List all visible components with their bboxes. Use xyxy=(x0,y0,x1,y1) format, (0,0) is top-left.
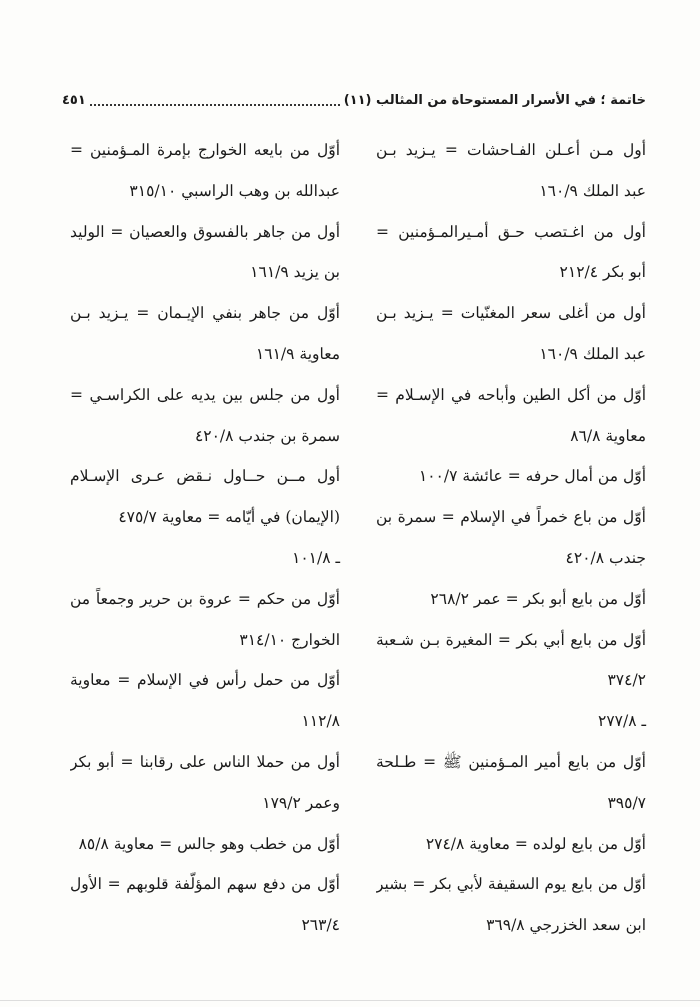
index-entry-line: أوّل من بايع أمير المـؤمنين ﷺ = طـلحة xyxy=(376,752,646,771)
index-entry-line: أبو بكر ٢١٢/٤ xyxy=(559,263,646,282)
index-entry-line: أول من جلس بين يديه على الكراسـي = xyxy=(70,385,340,404)
index-entry-line: أول من جاهر بالفسوق والعصيان = الوليد xyxy=(70,222,340,241)
index-entry-line: ابن سعد الخزرجي ٣٦٩/٨ xyxy=(486,916,646,935)
index-entry-line: بن يزيد ١٦١/٩ xyxy=(250,263,340,282)
index-entry-line: أول مــن حــاول نـقض عـرى الإسـلام xyxy=(70,467,340,486)
index-entry-line: سمرة بن جندب ٤٢٠/٨ xyxy=(194,426,340,445)
index-entry-line: أوّل من أكل الطين وأباحه في الإسـلام = xyxy=(376,385,646,404)
index-entry-line: معاوية ٨٦/٨ xyxy=(570,426,646,445)
index-entry-line: أوّل من باع خمراً في الإسلام = سمرة بن xyxy=(376,508,646,527)
index-entry-line: جندب ٤٢٠/٨ xyxy=(565,548,646,567)
running-header xyxy=(62,88,646,112)
index-entry-line: أوّل من بايع أبي بكر = المغيرة بـن شـعبة xyxy=(376,630,646,649)
index-entry-line: ٣٧٤/٢ xyxy=(607,671,646,690)
index-entry-line: عبدالله بن وهب الراسبي ٣١٥/١٠ xyxy=(129,181,340,200)
index-entry-line: أول من حملا الناس على رقابنا = أبو بكر xyxy=(70,752,340,771)
index-entry-line: عبد الملك ١٦٠/٩ xyxy=(539,181,646,200)
index-entry-line: (الإيمان) في أيّامه = معاوية ٤٧٥/٧ xyxy=(118,508,340,527)
index-entry-line: الخوارج ٣١٤/١٠ xyxy=(239,630,340,649)
index-entry-line: أوّل من خطب وهو جالس = معاوية ٨٥/٨ xyxy=(78,834,340,853)
page-number: ٤٥١ xyxy=(62,92,86,108)
index-entry-line: عبد الملك ١٦٠/٩ xyxy=(539,344,646,363)
index-entry-line: معاوية ١٦١/٩ xyxy=(255,344,340,363)
index-entry-line: أوّل من بايع أبو بكر = عمر ٢٦٨/٢ xyxy=(430,589,646,608)
right-column xyxy=(376,136,646,952)
page-edge xyxy=(0,1000,700,1001)
index-entry-line: أوّل من أمال حرفه = عائشة ١٠٠/٧ xyxy=(418,467,646,486)
leader-dots xyxy=(90,94,340,106)
index-entry-line: ـ ٢٧٧/٨ xyxy=(598,712,646,731)
index-entry-line: أوّل من بايعه الخوارج بإمرة المـؤمنين = xyxy=(70,141,340,159)
index-entry-line: أول من اغـتصب حـق أمـيرالمـؤمنين = xyxy=(376,222,646,241)
index-entry-line: ٢٦٣/٤ xyxy=(301,916,340,935)
left-column xyxy=(70,136,340,952)
index-entry-line: ٣٩٥/٧ xyxy=(607,793,646,812)
index-entry-line: أوّل من بايع يوم السقيفة لأبي بكر = بشير xyxy=(376,875,646,894)
index-entry-line: أوّل من حكم = عروة بن حرير وجمعاً من xyxy=(70,589,340,608)
index-entry-line: ١١٢/٨ xyxy=(301,712,340,731)
index-entry-line: أول مـن أعـلن الفـاحشات = يـزيد بـن xyxy=(376,141,646,159)
index-entry-line: وعمر ١٧٩/٢ xyxy=(262,793,340,812)
index-entry-line: أوّل من بايع لولده = معاوية ٢٧٤/٨ xyxy=(425,834,646,853)
index-entry-line: أوّل من جاهر بنفي الإيـمان = يـزيد بـن xyxy=(70,304,340,323)
index-entry-line: أول من أغلى سعر المغنّيات = يـزيد بـن xyxy=(376,304,646,323)
index-entry-line: ـ ١٠١/٨ xyxy=(292,548,340,567)
index-entry-line: أوّل من حمل رأس في الإسلام = معاوية xyxy=(70,671,340,690)
header-title: خاتمة ؛ في الأسرار المستوحاة من المثالب (١١) xyxy=(343,92,646,108)
index-entry-line: أوّل من دفع سهم المؤلّفة قلوبهم = الأول xyxy=(70,875,340,894)
